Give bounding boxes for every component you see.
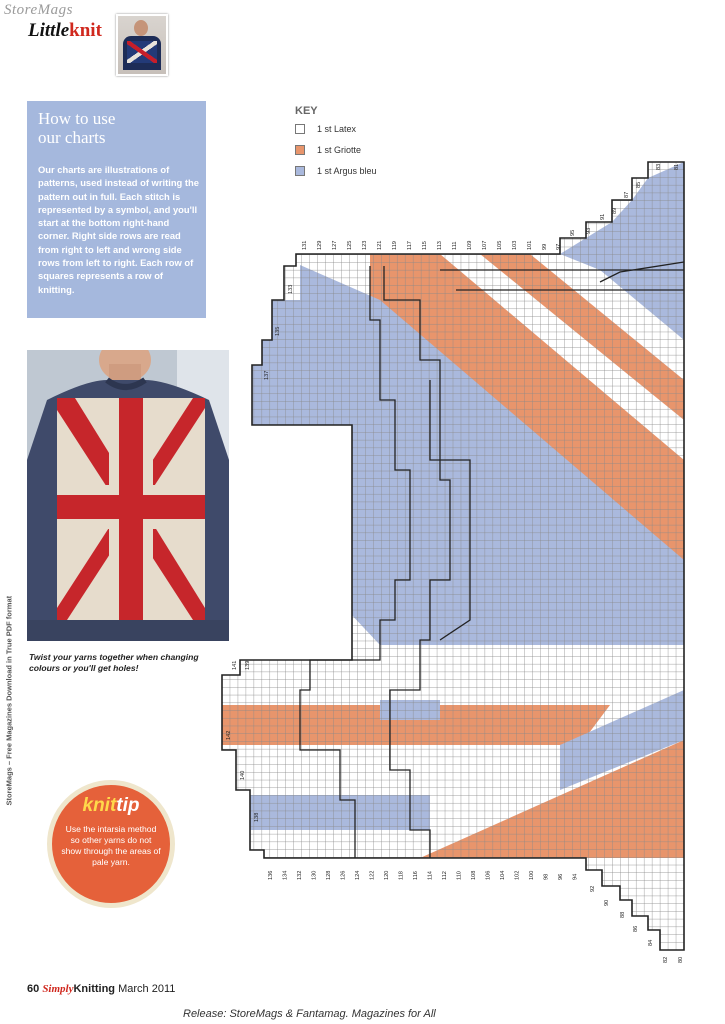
chart-bottom-label-26: 84 — [648, 939, 654, 946]
info-title-line1: How to use — [38, 109, 116, 128]
chart-top-label-9: 113 — [437, 241, 443, 250]
footer-magazine-simply: Simply — [42, 983, 74, 995]
chart-top-label-18: 95 — [570, 229, 576, 236]
chart-bottom-label-16: 104 — [500, 870, 506, 880]
chart-bottom-label-1: 134 — [282, 870, 289, 880]
chart-bottom-label-13: 110 — [456, 871, 463, 880]
chart-bottom-label-0: 136 — [268, 870, 274, 880]
chart-top-label-3: 125 — [347, 240, 353, 250]
key-title: KEY — [295, 105, 318, 117]
chart-bottom-label-27: 82 — [663, 956, 669, 963]
chart-top-label-24: 83 — [656, 163, 662, 170]
chart-left-label-4: 141 — [232, 660, 238, 670]
key-label: 1 st Latex — [317, 124, 357, 134]
chart-bottom-label-11: 114 — [427, 871, 434, 880]
chart-bottom-label-20: 96 — [558, 873, 564, 880]
chart-bottom-label-4: 128 — [326, 870, 332, 880]
chart-left-label-5: 142 — [226, 730, 232, 740]
chart-top-label-19: 93 — [586, 227, 592, 234]
chart-top-label-0: 131 — [302, 240, 308, 250]
knit-tip-title-tip: tip — [116, 795, 140, 816]
chart-top-label-23: 85 — [636, 181, 642, 188]
chart-top-label-13: 105 — [497, 240, 503, 250]
key-label: 1 st Argus bleu — [317, 166, 377, 176]
chart-top-label-6: 119 — [392, 241, 398, 250]
key-label: 1 st Griotte — [317, 145, 362, 155]
chart-top-label-7: 117 — [407, 241, 413, 250]
chart-top-label-16: 99 — [542, 243, 548, 250]
release-credit: Release: StoreMags & Fantamag. Magazines for All — [183, 1008, 436, 1020]
chart-bottom-label-2: 132 — [297, 870, 303, 880]
chart-left-label-0: 133 — [288, 284, 294, 294]
chart-bottom-label-25: 86 — [633, 925, 639, 932]
chart-bottom-label-6: 124 — [355, 870, 361, 880]
info-box-text: Our charts are illustrations of patterns, used instead of writing the pattern out in full. Each stitch is represented by a symbol, and you'll start at the bottom right-hand corner. Right side rows are read from right to left and wrong side rows from left to right. Each row of squares represents a row of knitting. — [38, 164, 199, 295]
page-footer — [27, 983, 175, 995]
logo-little: Little — [28, 20, 70, 41]
chart-bottom-label-19: 98 — [543, 873, 550, 880]
chart-top-label-8: 115 — [422, 241, 428, 250]
logo-knit: knit — [69, 20, 102, 41]
chart-bottom-label-14: 108 — [471, 870, 477, 880]
chart-top-label-5: 121 — [377, 240, 383, 250]
info-title-line2: our charts — [38, 128, 106, 147]
chart-bottom-label-28: 80 — [678, 956, 684, 963]
chart-left-label-2: 137 — [264, 370, 270, 380]
chart-top-label-21: 89 — [612, 207, 618, 214]
chart-top-label-10: 111 — [452, 241, 458, 250]
chart-bottom-label-24: 88 — [620, 911, 626, 918]
knit-tip-title-knit: knit — [82, 795, 117, 816]
side-watermark: StoreMags – Free Magazines Download in True PDF format — [4, 595, 14, 806]
chart-bottom-label-3: 130 — [311, 870, 318, 880]
knit-tip-text: Use the intarsia method so other yarns do not show through the areas of pale yarn. — [61, 824, 161, 867]
chart-top-label-12: 107 — [482, 240, 488, 250]
chart-bottom-label-22: 92 — [590, 885, 596, 892]
chart-region-4 — [252, 300, 350, 660]
chart-bottom-label-10: 116 — [413, 871, 419, 880]
chart-bottom-label-17: 102 — [514, 870, 521, 880]
chart-top-label-15: 101 — [527, 240, 533, 250]
chart-bottom-label-21: 94 — [572, 873, 579, 880]
chart-top-label-11: 109 — [467, 240, 473, 250]
chart-bottom-label-15: 106 — [485, 870, 492, 880]
photo-caption: Twist your yarns together when changing colours or you'll get holes! — [29, 652, 199, 673]
chart-top-label-14: 103 — [512, 240, 518, 250]
chart-top-label-1: 129 — [317, 240, 323, 250]
chart-top-label-17: 97 — [556, 243, 562, 250]
chart-top-label-20: 91 — [600, 213, 606, 220]
chart-top-label-4: 123 — [362, 240, 368, 250]
chart-top-label-25: 81 — [674, 163, 680, 170]
chart-top-label-22: 87 — [624, 191, 630, 198]
chart-top-label-2: 127 — [332, 240, 338, 250]
chart-left-label-3: 139 — [245, 660, 251, 670]
storemags-watermark: StoreMags — [4, 2, 73, 18]
chart-bottom-label-8: 120 — [384, 870, 390, 880]
chart-left-label-7: 138 — [254, 812, 260, 822]
footer-magazine-knitting: Knitting — [73, 983, 116, 995]
chart-bottom-label-5: 126 — [340, 870, 347, 880]
footer-date: March 2011 — [118, 983, 176, 995]
chart-left-label-1: 135 — [275, 326, 281, 336]
chart-bottom-label-7: 122 — [369, 870, 376, 880]
chart-bottom-label-18: 100 — [529, 870, 535, 880]
chart-bottom-label-23: 90 — [604, 899, 610, 906]
chart-bottom-label-12: 112 — [442, 871, 448, 880]
chart-left-label-6: 140 — [240, 770, 246, 780]
page-number: 60 — [27, 983, 40, 995]
chart-region-9 — [380, 700, 440, 720]
chart-bottom-label-9: 118 — [398, 871, 405, 880]
